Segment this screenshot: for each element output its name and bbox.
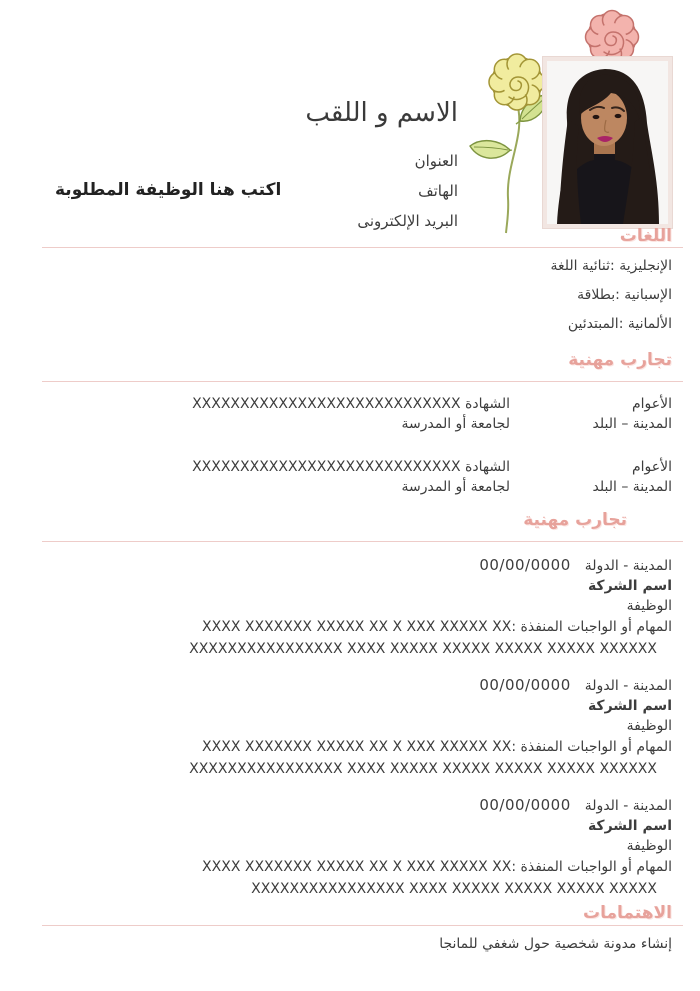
education-location: المدينة – البلد	[592, 479, 672, 495]
language-item: الإنجليزية :ثنائية اللغة	[550, 258, 672, 274]
email-label: البريد الإلكترونى	[357, 212, 458, 230]
profile-photo	[543, 57, 672, 228]
contact-block	[357, 146, 458, 236]
education-years: الأعوام	[631, 396, 672, 412]
pink-rose-icon	[586, 11, 639, 64]
job-title: الوظيفة	[626, 718, 672, 734]
company-name: اسم الشركة	[587, 578, 672, 594]
job-location: المدينة - الدولة	[584, 798, 672, 814]
stem-icon	[490, 103, 534, 233]
phone-label: الهاتف	[418, 182, 458, 200]
job-tasks	[202, 856, 672, 900]
section-divider	[42, 247, 683, 248]
section-title-experience: تجارب مهنية	[523, 510, 627, 530]
job-tasks	[189, 616, 672, 660]
education-location: المدينة – البلد	[592, 416, 672, 432]
company-name: اسم الشركة	[587, 818, 672, 834]
interest-item: إنشاء مدونة شخصية حول شغفي للمانجا	[439, 936, 672, 952]
education-degree: الشهادة XXXXXXXXXXXXXXXXXXXXXXXXXXXX	[192, 396, 510, 412]
language-item: الألمانية :المبتدئين	[567, 316, 672, 332]
section-title-languages: اللغات	[619, 226, 672, 246]
job-tasks	[189, 736, 672, 780]
job-location: المدينة - الدولة	[584, 558, 672, 574]
address-label: العنوان	[414, 152, 458, 170]
section-divider	[42, 381, 683, 382]
education-years: الأعوام	[631, 459, 672, 475]
job-date: 00/00/0000	[479, 556, 571, 574]
job-title: الوظيفة	[626, 598, 672, 614]
target-job-title: اكتب هنا الوظيفة المطلوبة	[55, 180, 282, 200]
section-title-interests: الاهتمامات	[583, 903, 672, 923]
tasks-line: المهام أو الواجبات المنفذة :XXXX XXXXXXX XXXXX XX X XXX XXXXX XX	[202, 859, 672, 875]
experience-entry	[189, 555, 672, 660]
education-entry	[192, 457, 672, 497]
tasks-line: المهام أو الواجبات المنفذة :XXXX XXXXXXX XXXXX XX X XXX XXXXX XX	[202, 619, 672, 635]
job-date: 00/00/0000	[479, 676, 571, 694]
tasks-line: XXXXXXXXXXXXXXXX XXXX XXXXX XXXXX XXXXX XXXXX XXXXXX	[189, 641, 657, 657]
company-name: اسم الشركة	[587, 698, 672, 714]
portrait-image	[547, 61, 668, 224]
language-item: الإسبانية :بطلاقة	[577, 287, 672, 303]
section-title-education: تجارب مهنية	[568, 350, 672, 370]
education-entry	[192, 394, 672, 434]
page-title-name: الاسم و اللقب	[305, 98, 458, 128]
section-divider	[42, 541, 683, 542]
tasks-line: XXXXXXXXXXXXXXXX XXXX XXXXX XXXXX XXXXX XXXXX	[251, 881, 657, 897]
job-date: 00/00/0000	[479, 796, 571, 814]
experience-entry	[189, 675, 672, 780]
section-divider	[42, 925, 683, 926]
languages-list	[551, 252, 672, 339]
job-title: الوظيفة	[626, 838, 672, 854]
experience-entry	[202, 795, 672, 900]
yellow-rose-icon	[489, 54, 545, 110]
education-degree: الشهادة XXXXXXXXXXXXXXXXXXXXXXXXXXXX	[192, 459, 510, 475]
education-school: لجامعة أو المدرسة	[401, 416, 510, 432]
tasks-line: المهام أو الواجبات المنفذة :XXXX XXXXXXX XXXXX XX X XXX XXXXX XX	[202, 739, 672, 755]
tasks-line: XXXXXXXXXXXXXXXX XXXX XXXXX XXXXX XXXXX XXXXX XXXXXX	[189, 761, 657, 777]
job-location: المدينة - الدولة	[584, 678, 672, 694]
education-school: لجامعة أو المدرسة	[401, 479, 510, 495]
